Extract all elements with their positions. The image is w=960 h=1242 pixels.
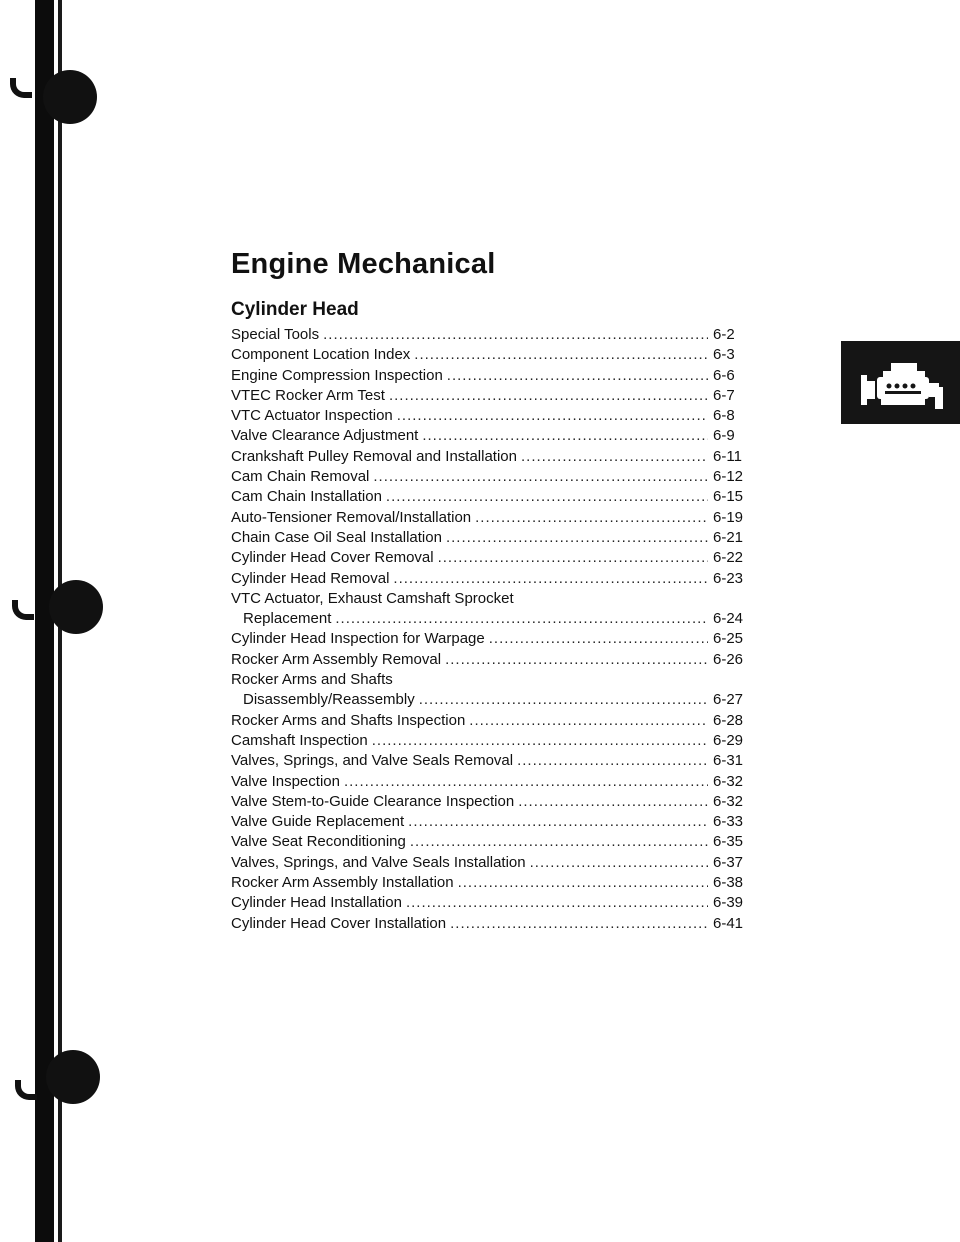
toc-row [231,528,751,548]
toc-page-number: 6-37 [713,853,744,871]
toc-entry [231,386,751,406]
toc-entry [231,528,751,548]
toc-entry [231,832,751,852]
toc-page-number: 6-15 [713,488,744,506]
binder-ring-icon [10,78,32,98]
toc-row [231,406,751,426]
engine-icon-graphic [841,341,960,424]
toc-page-number: 6-41 [713,914,744,932]
toc-leader-dots [422,426,708,446]
toc-row [231,711,751,731]
toc-leader-dots [489,629,708,649]
toc-entry-title: Cylinder Head Inspection for Warpage [231,630,485,648]
binder-hole-icon [46,1050,100,1104]
toc-row [231,853,751,873]
toc-entry [231,325,751,345]
binding-bar [35,0,54,1242]
toc-leader-dots [518,792,708,812]
toc-entry-title: Cam Chain Removal [231,468,370,486]
toc-row [231,731,751,751]
toc-entry-title: Cylinder Head Cover Removal [231,549,434,567]
toc-entry [231,711,751,731]
toc-entry [231,548,751,568]
binder-hole-icon [49,580,103,634]
toc-row [231,650,751,670]
toc-leader-dots [344,772,708,792]
toc-entry [231,426,751,446]
toc-entry-title-continued: Disassembly/Reassembly [243,691,415,709]
toc-leader-dots [475,508,708,528]
toc-leader-dots [410,832,708,852]
toc-entry [231,345,751,365]
toc-page-number: 6-33 [713,813,744,831]
toc-entry-title: Cylinder Head Installation [231,894,402,912]
toc-row [231,873,751,893]
toc-page-number: 6-25 [713,630,744,648]
toc-row [231,426,751,446]
toc-row [231,893,751,913]
toc-page-number: 6-7 [713,386,735,404]
toc-leader-dots [469,711,708,731]
toc-entry [231,508,751,528]
toc-page-number: 6-28 [713,711,744,729]
section-title: Engine Mechanical [231,248,496,280]
toc-page-number: 6-2 [713,326,735,343]
toc-entry-title: VTEC Rocker Arm Test [231,386,385,404]
toc-page-number: 6-29 [713,731,744,749]
toc-entry-title: Valve Clearance Adjustment [231,427,419,445]
toc-entry-title: Rocker Arm Assembly Installation [231,874,454,892]
toc-entry-title: Valve Guide Replacement [231,813,405,831]
subsection-title: Cylinder Head [231,299,359,320]
table-of-contents [231,248,751,934]
toc-entry [231,792,751,812]
binder-ring-icon [15,1080,37,1100]
toc-entry-title: VTC Actuator, Exhaust Camshaft Sprocket [231,589,514,607]
toc-entry [231,467,751,487]
toc-entry [231,447,751,467]
toc-page-number: 6-32 [713,792,744,810]
toc-row [231,548,751,568]
toc-entry [231,650,751,670]
toc-row [231,609,751,629]
toc-entry-title: Valve Inspection [231,772,340,790]
toc-list [231,325,751,934]
toc-row [231,386,751,406]
toc-entry-title: Crankshaft Pulley Removal and Installation [231,447,517,465]
toc-leader-dots [372,731,708,751]
toc-row [231,366,751,386]
toc-leader-dots [450,914,708,934]
toc-row [231,751,751,771]
toc-leader-dots [438,548,708,568]
toc-row [231,832,751,852]
toc-page-number: 6-6 [713,366,735,384]
toc-row [231,325,751,345]
toc-entry-title: Valves, Springs, and Valve Seals Removal [231,752,514,770]
toc-entry-title: Valves, Springs, and Valve Seals Installation [231,853,526,871]
toc-page-number: 6-32 [713,772,744,790]
toc-leader-dots [419,690,708,710]
toc-page-number: 6-11 [713,447,742,465]
toc-entry [231,812,751,832]
toc-entry-title: Special Tools [231,326,320,343]
toc-page-number: 6-9 [713,427,735,445]
toc-entry [231,629,751,649]
toc-leader-dots [408,812,708,832]
toc-row [231,690,751,710]
toc-page-number: 6-23 [713,569,744,587]
toc-leader-dots [521,447,708,467]
toc-entry-title: Cylinder Head Cover Installation [231,914,447,932]
toc-row [231,772,751,792]
toc-leader-dots [386,487,708,507]
toc-entry [231,893,751,913]
engine-icon [841,341,960,424]
toc-entry [231,751,751,771]
toc-leader-dots [414,345,708,365]
binder-hole-icon [43,70,97,124]
toc-leader-dots [335,609,708,629]
toc-entry-title: Rocker Arms and Shafts Inspection [231,711,466,729]
toc-row [231,467,751,487]
toc-entry [231,731,751,751]
toc-entry [231,487,751,507]
toc-row [231,629,751,649]
toc-entry-title: Rocker Arm Assembly Removal [231,650,442,668]
toc-page-number: 6-39 [713,894,744,912]
toc-leader-dots [447,366,708,386]
binder-ring-icon [12,600,34,620]
toc-row [231,447,751,467]
toc-entry-title: Camshaft Inspection [231,731,368,749]
toc-row [231,508,751,528]
toc-leader-dots [458,873,708,893]
toc-page-number: 6-22 [713,549,744,567]
toc-row [231,914,751,934]
toc-row [231,569,751,589]
toc-entry [231,366,751,386]
toc-page-number: 6-38 [713,874,744,892]
toc-page-number: 6-12 [713,468,744,486]
toc-page-number: 6-21 [713,528,744,546]
toc-entry-title: Cam Chain Installation [231,488,382,506]
toc-leader-dots [373,467,708,487]
toc-page-number: 6-26 [713,650,744,668]
toc-row [231,345,751,365]
toc-leader-dots [446,528,708,548]
toc-entry [231,569,751,589]
toc-page-number: 6-19 [713,508,744,526]
toc-entry-title: VTC Actuator Inspection [231,407,393,425]
toc-entry-title: Valve Seat Reconditioning [231,833,406,851]
toc-page-number: 6-35 [713,833,744,851]
toc-leader-dots [389,386,708,406]
toc-entry [231,589,751,630]
toc-entry-title: Cylinder Head Removal [231,569,390,587]
toc-row [231,812,751,832]
toc-page-number: 6-8 [713,407,735,425]
toc-entry [231,853,751,873]
toc-entry-title-continued: Replacement [243,610,332,628]
toc-leader-dots [406,893,708,913]
toc-entry [231,914,751,934]
toc-leader-dots [445,650,708,670]
toc-row [231,487,751,507]
toc-row [231,792,751,812]
toc-leader-dots [517,751,708,771]
toc-entry [231,772,751,792]
toc-page-number: 6-31 [713,752,744,770]
toc-leader-dots [397,406,708,426]
toc-leader-dots [323,325,708,345]
toc-page-number: 6-24 [713,610,744,628]
toc-entry [231,406,751,426]
toc-entry-title: Rocker Arms and Shafts [231,671,393,689]
toc-entry [231,873,751,893]
toc-page-number: 6-3 [713,346,735,364]
toc-entry [231,670,751,711]
toc-entry-title: Component Location Index [231,346,411,364]
toc-page-number: 6-27 [713,691,744,709]
toc-entry-title: Auto-Tensioner Removal/Installation [231,508,472,526]
toc-leader-dots [393,569,708,589]
toc-entry-title: Chain Case Oil Seal Installation [231,528,442,546]
toc-entry-title: Valve Stem-to-Guide Clearance Inspection [231,792,515,810]
toc-leader-dots [530,853,708,873]
toc-entry-title: Engine Compression Inspection [231,366,443,384]
